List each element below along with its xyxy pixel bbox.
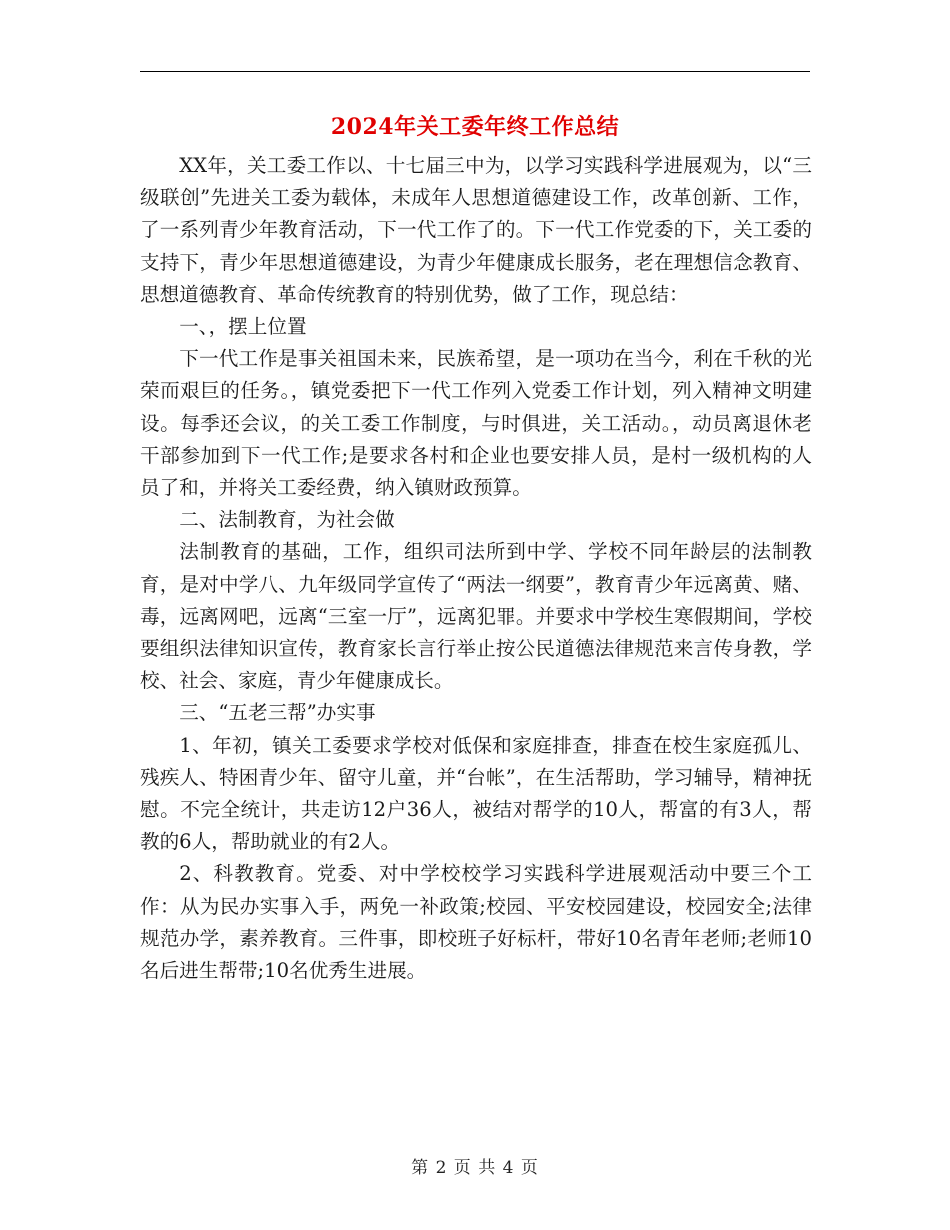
section-heading-3: 三、“五老三帮”办实事 [179, 701, 376, 725]
section-2-paragraph: 法制教育的基础，工作，组织司法所到中学、学校不同年龄层的法制教育，是对中学八、九年级同学宣传了“两法一纲要”，教育青少年远离黄、赌、毒，远离网吧，远离“三室一厅”，远离犯罪。并要求中学校生寒假期间，学校要组织法律知识宣传，教育家长言行举止按公民道德法律规范来言传身教，学校、社会、家庭，青少年健康成长。 [140, 540, 812, 693]
section-heading-1: 一、，摆上位置 [179, 315, 307, 339]
header-rule [140, 71, 810, 72]
section-1-paragraph: 下一代工作是事关祖国未来，民族希望，是一项功在当今，利在千秋的光荣而艰巨的任务。，镇党委把下一代工作列入党委工作计划，列入精神文明建设。每季还会议，的关工委工作制度，与时俱进，关工活动。，动员离退休老干部参加到下一代工作;是要求各村和企业也要安排人员，是村一级机构的人员了和，并将关工委经费，纳入镇财政预算。 [140, 347, 812, 500]
section-3-item-1: 1、年初，镇关工委要求学校对低保和家庭排查，排查在校生家庭孤儿、残疾人、特困青少年、留守儿童，并“台帐”，在生活帮助，学习辅导，精神抚慰。不完全统计，共走访12户36人，被结对帮学的10人，帮富的有3人，帮教的6人，帮助就业的有2人。 [140, 733, 812, 854]
intro-paragraph: XX年，关工委工作以、十七届三中为，以学习实践科学进展观为，以“三级联创”先进关工委为载体，未成年人思想道德建设工作，改革创新、工作，了一系列青少年教育活动，下一代工作了的。下一代工作党委的下，关工委的支持下，青少年思想道德建设，为青少年健康成长服务，老在理想信念教育、思想道德教育、革命传统教育的特别优势，做了工作，现总结： [140, 154, 812, 306]
document-title: 2024年关工委年终工作总结 [330, 114, 620, 140]
page-number-footer: 第 2 页 共 4 页 [411, 1158, 539, 1178]
section-heading-2: 二、法制教育，为社会做 [179, 508, 395, 532]
document-body [140, 150, 812, 987]
section-3-item-2: 2、科教教育。党委、对中学校校学习实践科学进展观活动中要三个工作：从为民办实事入手，两免一补政策;校园、平安校园建设，校园安全;法律规范办学，素养教育。三件事，即校班子好标杆，带好10名青年老师;老师10名后进生帮带;10名优秀生进展。 [140, 862, 812, 983]
